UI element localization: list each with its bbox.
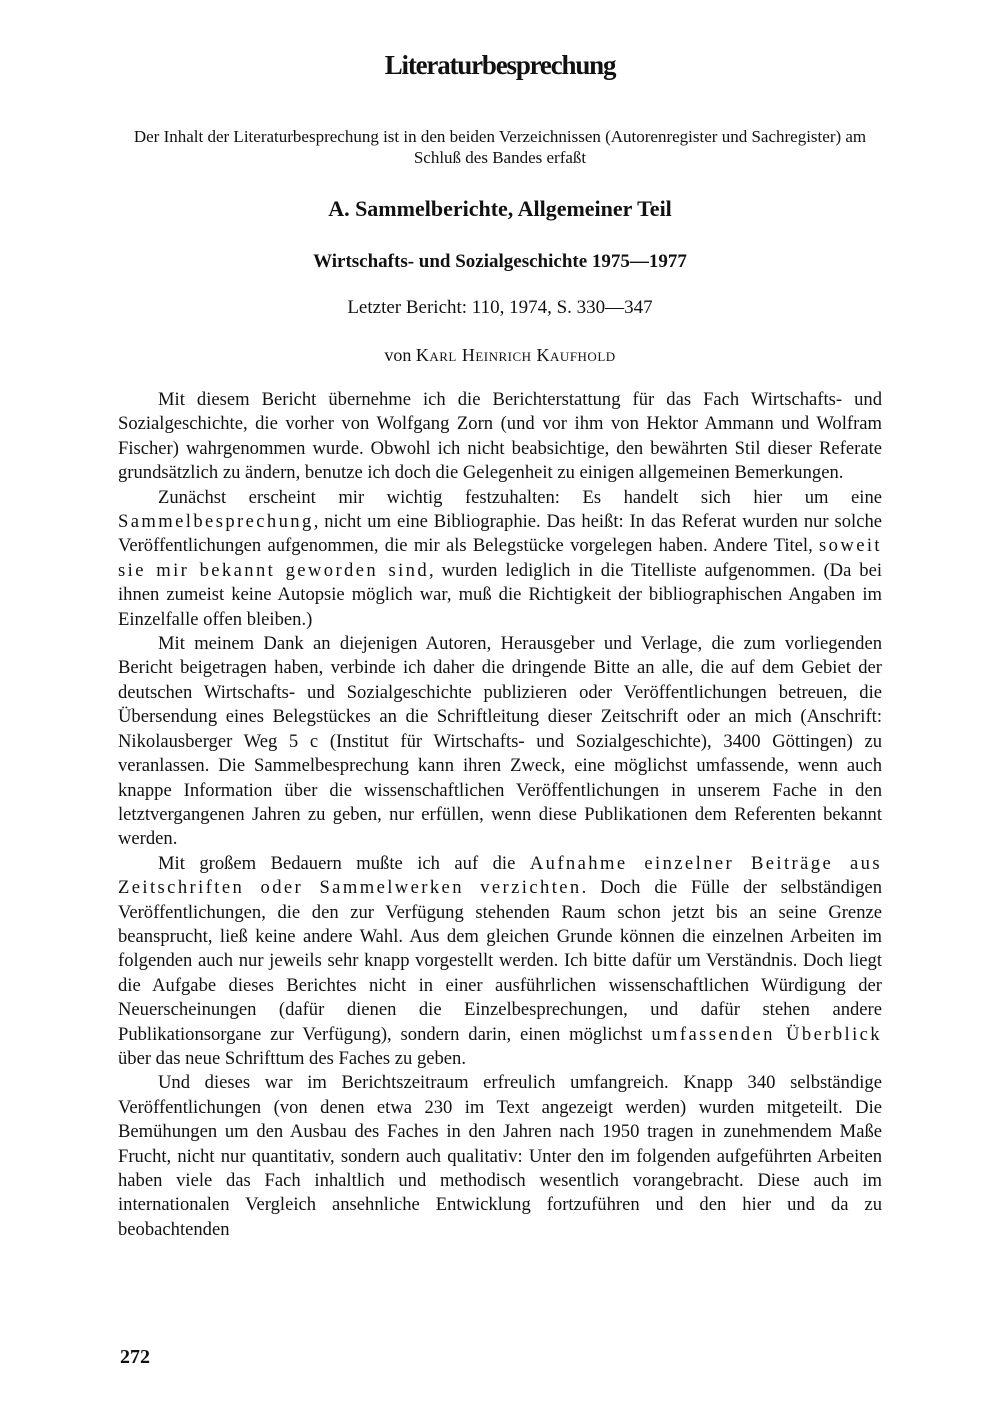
index-note: Der Inhalt der Literaturbesprechung ist in den beiden Verzeichnissen (Autorenregister und Sachregister) am Schluß des Bandes erfaßt <box>133 127 867 167</box>
paragraph-3: Mit meinem Dank an diejenigen Autoren, Herausgeber und Verlage, die zum vorliegenden Bericht beigetragen haben, verbinde ich daher die dringende Bitte an alle, die auf dem Gebiet der deutschen Wirtschafts- und Sozialgeschichte publizieren oder Veröffentlichungen betreuen, die Übersendung eines Belegstückes an die Schriftleitung dieser Zeitschrift oder an mich (Anschrift: Nikolausberger Weg 5 c (Institut für Wirtschafts- und Sozialgeschichte), 3400 Göttingen) zu veranlassen. Die Sammelbesprechung kann ihren Zweck, eine möglichst umfassende, wenn auch knappe Information über die wissenschaftlichen Veröffentlichungen in unserem Fache in den letztvergangenen Jahren zu geben, nur erfüllen, wenn diese Publikationen dem Referenten bekannt werden. <box>118 633 882 850</box>
article-body <box>118 388 882 1242</box>
p4-text-a: Mit großem Bedauern mußte ich auf die <box>158 852 516 874</box>
p4-emphasis-ueberblick: umfassenden Überblick <box>651 1023 882 1045</box>
previous-report-line: Letzter Bericht: 110, 1974, S. 330—347 <box>347 297 653 318</box>
paragraph-4 <box>118 852 882 1072</box>
paragraph-2 <box>118 486 882 632</box>
section-heading: A. Sammelberichte, Allgemeiner Teil <box>328 196 672 221</box>
author-prefix: von <box>384 345 412 365</box>
p2-emphasis-bekannt: soweit sie mir bekannt geworden sind <box>118 535 882 581</box>
p4-text-c: . Doch die Fülle der selbständigen Veröffentlichungen, die den zur Verfügung stehenden Raum schon jetzt bis an seine Grenze beansprucht, ließ keine andere Wahl. Aus dem gleichen Grunde können die einzelnen Arbeiten im folgenden auch nur jeweils sehr knapp vorgestellt werden. Ich bitte dafür um Verständnis. Doch liegt die Aufgabe dieses Berichtes nicht in einer ausführlichen wissenschaftlichen Würdigung der Neuerscheinungen (dafür dienen die Einzelbesprechungen, und dafür stehen andere Publikationsorgane zur Verfügung), sondern darin, einen möglichst <box>118 877 882 1045</box>
p4-emphasis-aufnahme: Aufnahme einzelner Beiträge aus Zeitschriften oder Sammelwerken verzichten <box>118 852 882 899</box>
paragraph-5: Und dieses war im Berichtszeitraum erfreulich umfangreich. Knapp 340 selbständige Veröffentlichungen (von denen etwa 230 im Text angezeigt werden) wurden mitgeteilt. Die Bemühungen um den Ausbau des Faches in den Jahren nach 1950 tragen in zunehmendem Maße Frucht, nicht nur quantitativ, sondern auch qualitativ: Unter den im folgenden aufgeführten Arbeiten haben viele das Fach inhaltlich und methodisch wesentlich vorangebracht. Diese auch im internationalen Vergleich ansehnliche Entwicklung fortzuführen und den hier und da zu beobachtenden <box>118 1072 882 1240</box>
page-number: 272 <box>120 1346 150 1368</box>
p2-emphasis-sammelbesprechung: Sammelbesprechung <box>118 511 314 533</box>
author-line <box>0 345 1000 366</box>
p4-text-e: über das neue Schrifttum des Faches zu geben. <box>118 1047 467 1069</box>
topic-heading: Wirtschafts- und Sozialgeschichte 1975—1977 <box>313 251 687 272</box>
author-name: Karl Heinrich Kaufhold <box>415 345 616 365</box>
p2-text-e: , wurden lediglich in die Titelliste aufgenommen. (Da bei ihnen zumeist keine Autopsie möglich war, muß die Richtigkeit der bibliographischen Angaben im Einzelfalle offen bleiben.) <box>118 559 882 630</box>
paragraph-1: Mit diesem Bericht übernehme ich die Berichterstattung für das Fach Wirtschafts- und Sozialgeschichte, die vorher von Wolfgang Zorn (und vor ihm von Hektor Ammann und Wolfram Fischer) wahrgenommen wurde. Obwohl ich nicht beabsichtige, den bewährten Stil dieser Referate grundsätzlich zu ändern, benutze ich doch die Gelegenheit zu einigen allgemeinen Bemerkungen. <box>118 389 882 484</box>
p2-text-a: Zunächst erscheint mir wichtig festzuhalten: Es handelt sich hier um eine <box>158 486 882 508</box>
p2-text-c: , nicht um eine Bibliographie. Das heißt: In das Referat wurden nur solche Veröffentlichungen aufgenommen, die mir als Belegstücke vorgelegen haben. Andere Titel, <box>118 511 882 557</box>
page-title: Literaturbesprechung <box>384 50 616 80</box>
